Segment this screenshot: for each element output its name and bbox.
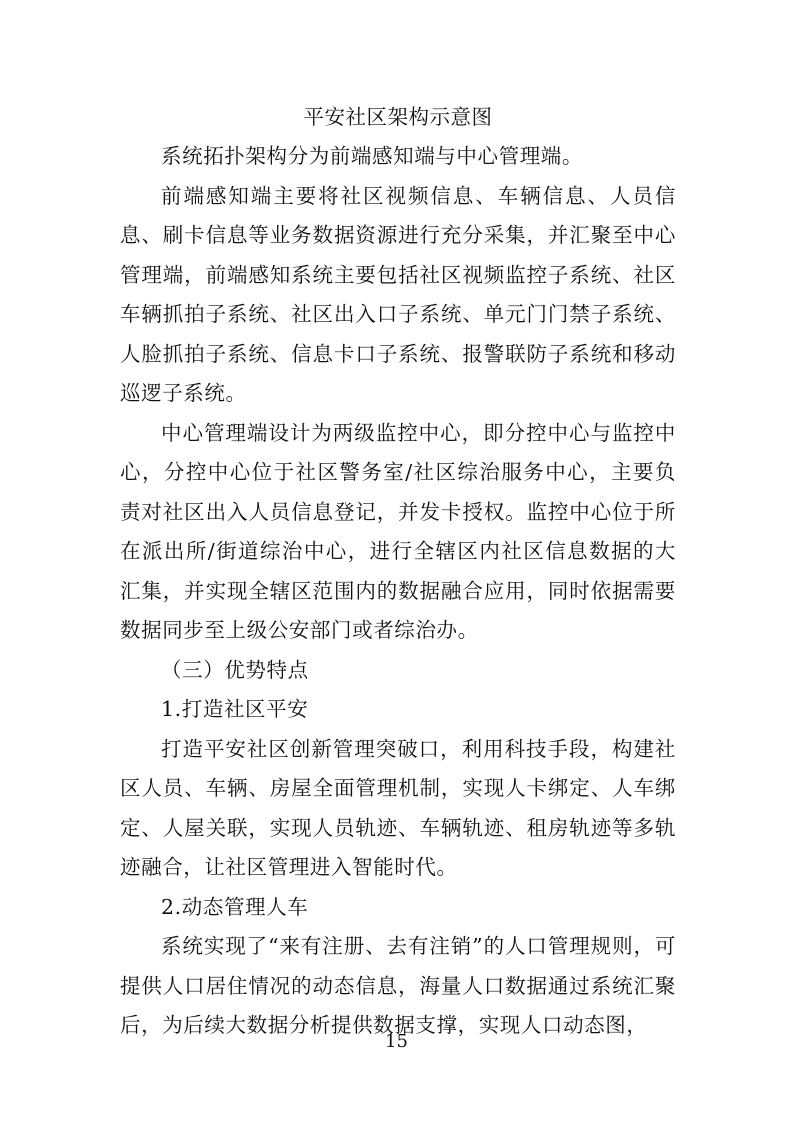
paragraph-subsection-1: 打造平安社区创新管理突破口，利用科技手段，构建社区人员、车辆、房屋全面管理机制，实现人卡绑定、人车绑定、人屋关联，实现人员轨迹、车辆轨迹、租房轨迹等多轨迹融合，让社区管理进入智能时代。 — [120, 736, 676, 879]
paragraph-subsection-2: 系统实现了“来有注册、去有注销”的人口管理规则，可提供人口居住情况的动态信息，海量人口数据通过系统汇聚后，为后续大数据分析提供数据支撑，实现人口动态图， — [120, 934, 676, 1037]
paragraph-center: 中心管理端设计为两级监控中心，即分控中心与监控中心，分控中心位于社区警务室/社区综治服务中心，主要负责对社区出入人员信息登记，并发卡授权。监控中心位于所在派出所/街道综治中心，进行全辖区内社区信息数据的大汇集，并实现全辖区范围内的数据融合应用，同时依据需要数据同步至上级公安部门或者综治办。 — [120, 420, 676, 642]
page-body — [120, 101, 676, 1046]
page-number: 15 — [385, 1031, 408, 1052]
subsection-heading-2: 2.动态管理人车 — [161, 894, 309, 919]
figure-caption: 平安社区架构示意图 — [303, 105, 493, 129]
section-heading: （三）优势特点 — [161, 657, 309, 682]
subsection-heading-1: 1.打造社区平安 — [161, 697, 309, 721]
paragraph-frontend: 前端感知端主要将社区视频信息、车辆信息、人员信息、刷卡信息等业务数据资源进行充分采集，并汇聚至中心管理端，前端感知系统主要包括社区视频监控子系统、社区车辆抓拍子系统、社区出入口子系统、单元门门禁子系统、人脸抓拍子系统、信息卡口子系统、报警联防子系统和移动巡逻子系统。 — [120, 183, 676, 405]
paragraph-topology: 系统拓扑架构分为前端感知端与中心管理端。 — [161, 144, 583, 168]
